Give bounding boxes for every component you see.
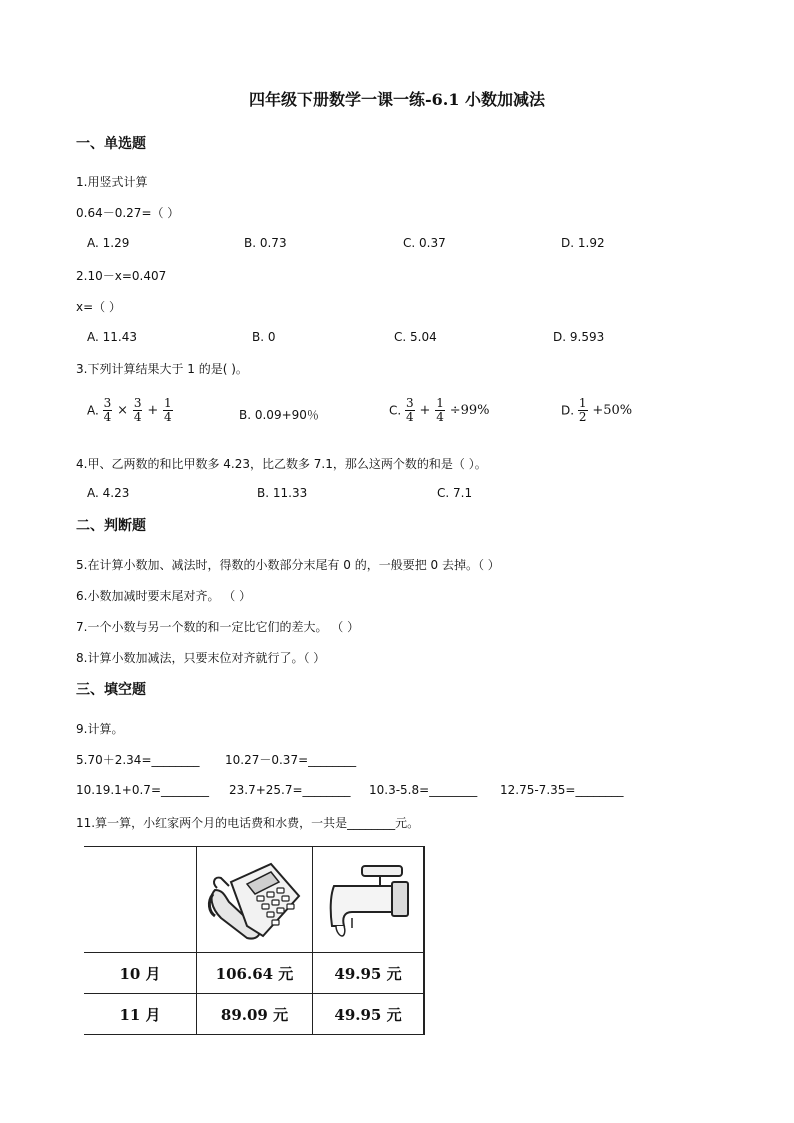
q4-option-a[interactable]: A. 4.23	[87, 486, 130, 500]
q9-item-1[interactable]: 5.70＋2.34=________	[76, 753, 200, 767]
q9-item-6[interactable]: 12.75-7.35=________	[500, 783, 624, 797]
question-1-stem: 1.用竖式计算	[76, 175, 148, 189]
faucet-header-cell	[313, 847, 425, 953]
question-8: 8.计算小数加减法，只要末位对齐就行了。（ ）	[76, 651, 326, 665]
question-2-stem: 2.10－x=0.407	[76, 269, 167, 283]
section-heading-single-choice: 一、单选题	[76, 136, 146, 152]
phone-fee-cell: 89.09 元	[197, 994, 313, 1035]
operator: ÷99%	[449, 403, 490, 418]
question-5: 5.在计算小数加、减法时，得数的小数部分末尾有 0 的，一般要把 0 去掉。（ ）	[76, 558, 500, 572]
telephone-header-cell	[197, 847, 313, 953]
section-heading-fill-in: 三、填空题	[76, 682, 146, 698]
phone-fee-cell: 106.64 元	[197, 953, 313, 994]
fraction: $\frac{1}{4}$	[436, 396, 444, 424]
month-cell: 11 月	[84, 994, 197, 1035]
q4-option-c[interactable]: C. 7.1	[437, 486, 473, 500]
fraction: $\frac{3}{4}$	[103, 396, 112, 424]
q1-option-c[interactable]: C. 0.37	[403, 236, 446, 250]
q4-option-b[interactable]: B. 11.33	[257, 486, 308, 500]
water-fee-cell: 49.95 元	[313, 994, 425, 1035]
question-3-stem: 3.下列计算结果大于 1 的是( )。	[76, 362, 248, 376]
question-1-expression: 0.64－0.27=（ ）	[76, 206, 180, 220]
question-4-stem: 4.甲、乙两数的和比甲数多 4.23，比乙数多 7.1，那么这两个数的和是（ ）。	[76, 457, 487, 471]
bills-table	[84, 846, 425, 1035]
table-corner-cell	[84, 847, 197, 953]
q3-option-c-label: C.	[389, 403, 402, 418]
q2-option-b[interactable]: B. 0	[252, 330, 276, 344]
q3-option-d[interactable]	[561, 397, 633, 424]
q9-item-4[interactable]: 23.7+25.7=________	[229, 783, 351, 797]
section-heading-true-false: 二、判断题	[76, 518, 146, 534]
q3-option-c[interactable]	[389, 397, 491, 424]
question-7: 7.一个小数与另一个数的和一定比它们的差大。 （ ）	[76, 620, 360, 634]
page-title: 四年级下册数学一课一练-6.1 小数加减法	[248, 90, 546, 109]
fraction: $\frac{3}{4}$	[133, 396, 142, 424]
question-6: 6.小数加减时要末尾对齐。 （ ）	[76, 589, 252, 603]
fraction: $\frac{3}{4}$	[406, 396, 414, 424]
q3-option-a-label: A.	[87, 403, 99, 418]
table-row	[84, 994, 424, 1035]
table-row	[84, 953, 424, 994]
month-cell: 10 月	[84, 953, 197, 994]
q1-option-d[interactable]: D. 1.92	[561, 236, 605, 250]
operator: +	[419, 403, 431, 418]
q3-option-d-label: D.	[561, 403, 575, 418]
operator: +	[147, 403, 159, 418]
q1-option-a[interactable]: A. 1.29	[87, 236, 130, 250]
operator: +50%	[592, 403, 633, 418]
water-fee-cell: 49.95 元	[313, 953, 425, 994]
q2-option-a[interactable]: A. 11.43	[87, 330, 137, 344]
question-2-expression: x=（ ）	[76, 300, 121, 314]
operator: ×	[117, 403, 129, 418]
q3-option-b[interactable]: B. 0.09+90％	[239, 408, 319, 422]
question-11-stem: 11.算一算，小红家两个月的电话费和水费，一共是________元。	[76, 816, 420, 830]
q1-option-b[interactable]: B. 0.73	[244, 236, 287, 250]
question-9-stem: 9.计算。	[76, 722, 124, 736]
q9-item-2[interactable]: 10.27－0.37=________	[225, 753, 357, 767]
table-header-row	[84, 847, 424, 953]
q3-option-a[interactable]	[87, 397, 173, 424]
faucet-icon	[322, 856, 414, 940]
fraction: $\frac{1}{4}$	[164, 396, 172, 424]
q9-item-5[interactable]: 10.3-5.8=________	[369, 783, 478, 797]
q9-item-3[interactable]: 10.19.1+0.7=________	[76, 783, 209, 797]
fraction: $\frac{1}{2}$	[578, 396, 587, 424]
telephone-icon	[207, 856, 303, 940]
q2-option-c[interactable]: C. 5.04	[394, 330, 437, 344]
q2-option-d[interactable]: D. 9.593	[553, 330, 605, 344]
